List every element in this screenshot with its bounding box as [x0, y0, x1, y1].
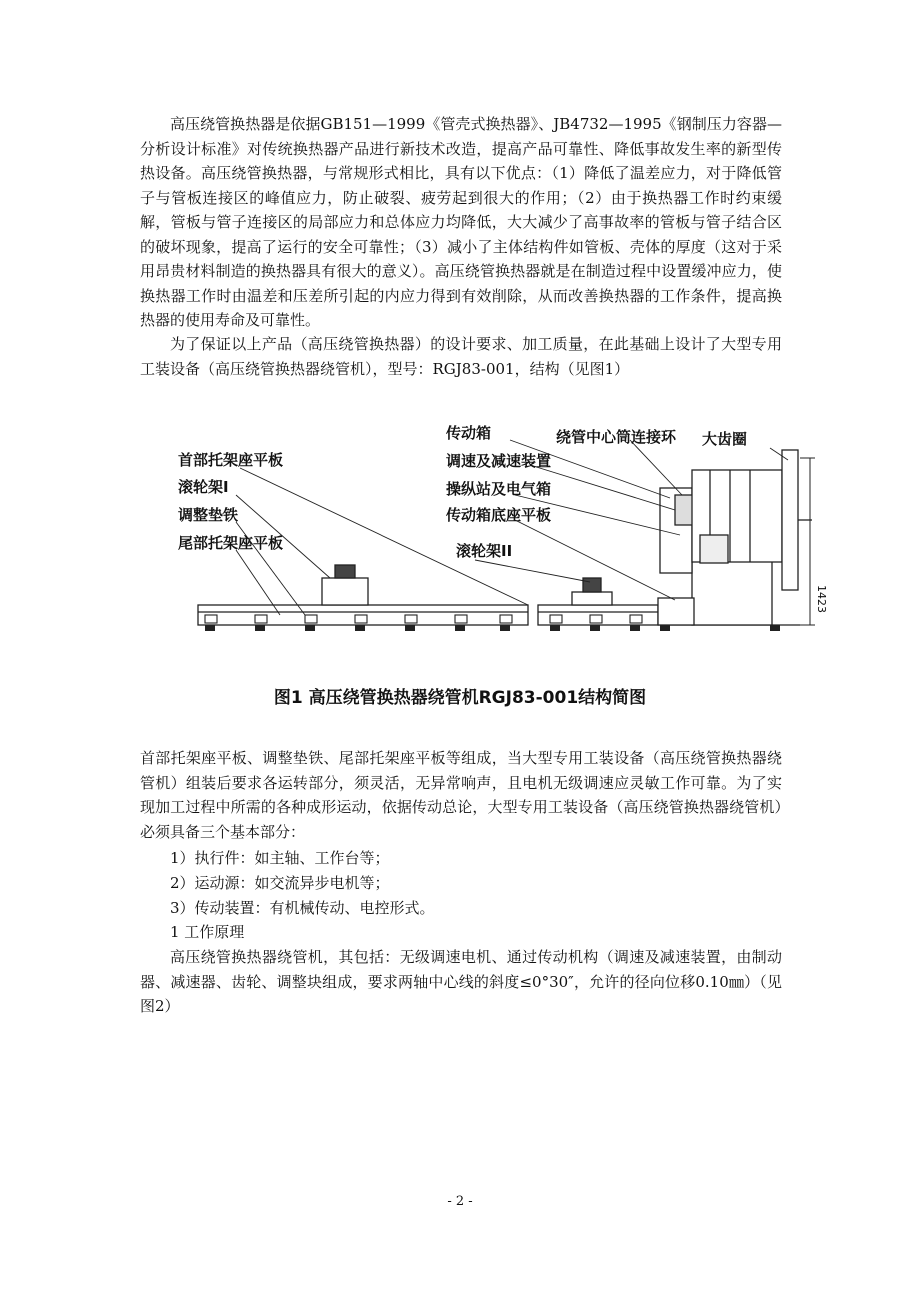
label-tail-bracket-plate: 尾部托架座平板 — [178, 534, 284, 552]
dimension-line — [800, 458, 815, 625]
components-paragraph: 首部托架座平板、调整垫铁、尾部托架座平板等组成，当大型专用工装设备（高压绕管换热器绕管机）组装后要求各运转部分，须灵活，无异常响声，且电机无级调速应灵敏工作可靠。为了实现加工过程中所需的各种成形运动，依据传动总论，大型专用工装设备（高压绕管换热器绕管机）必须具备三个基本部分： — [140, 749, 782, 841]
feet — [205, 625, 780, 631]
label-gearbox-base: 传动箱底座平板 — [446, 506, 552, 524]
label-speed-reducer: 调速及减速装置 — [446, 452, 552, 470]
structure-diagram — [170, 410, 828, 650]
roller-stand-2 — [572, 578, 612, 605]
label-head-bracket-plate: 首部托架座平板 — [178, 451, 284, 469]
label-center-ring: 绕管中心筒连接环 — [556, 428, 677, 446]
page-number: - 2 - — [447, 1194, 473, 1209]
list-item: 2）运动源：如交流异步电机等； — [170, 874, 390, 892]
section-heading: 1 工作原理 — [170, 923, 245, 941]
design-paragraph: 为了保证以上产品（高压绕管换热器）的设计要求、加工质量，在此基础上设计了大型专用工装设备（高压绕管换热器绕管机），型号：RGJ83-001，结构（见图1） — [140, 335, 782, 378]
intro-paragraph: 高压绕管换热器是依据GB151—1999《管壳式换热器》、JB4732—1995《钢制压力容器—分析设计标准》对传统换热器产品进行新技术改造，提高产品可靠性、降低事故发生率的新型传热设备。高压绕管换热器，与常规形式相比，具有以下优点：（1）降低了温差应力，对于降低管子与管板连接区的峰值应力，防止破裂、疲劳起到很大的作用；（2）由于换热器工作时约束缓解，管板与管子连接区的局部应力和总体应力均降低，大大减少了高事故率的管板与管子结合区的破坏现象，提高了运行的安全可靠性；（3）减小了主体结构件如管板、壳体的厚度（这对于采用昂贵材料制造的换热器具有很大的意义）。高压绕管换热器就是在制造过程中设置缓冲应力，使换热器工作时由温差和压差所引起的内应力得到有效削除，从而改善换热器的工作条件，提高换热器的使用寿命及可靠性。 — [140, 115, 782, 329]
list-item: 3）传动装置：有机械传动、电控形式。 — [170, 899, 435, 917]
label-gear-ring: 大齿圈 — [702, 430, 748, 448]
label-roller-stand-1: 滚轮架I — [178, 478, 229, 496]
list-item: 1）执行件：如主轴、工作台等； — [170, 849, 390, 867]
label-control-station: 操纵站及电气箱 — [446, 480, 552, 498]
label-adjusting-shim: 调整垫铁 — [178, 506, 239, 524]
roller-stand-1 — [322, 565, 368, 605]
label-gearbox: 传动箱 — [446, 424, 492, 442]
principle-paragraph: 高压绕管换热器绕管机，其包括：无级调速电机、通过传动机构（调速及减速装置，由制动器、减速器、齿轮、调整块组成，要求两轴中心线的斜度≤0°30″，允许的径向位移0.10㎜）（见图2） — [140, 948, 782, 1015]
leveling-pads — [205, 615, 642, 623]
label-roller-stand-2: 滚轮架II — [456, 542, 513, 560]
structure-figure — [170, 410, 828, 650]
dimension-value: 1423 — [815, 585, 828, 613]
figure-caption: 图1 高压绕管换热器绕管机RGJ83-001结构简图 — [273, 688, 647, 708]
